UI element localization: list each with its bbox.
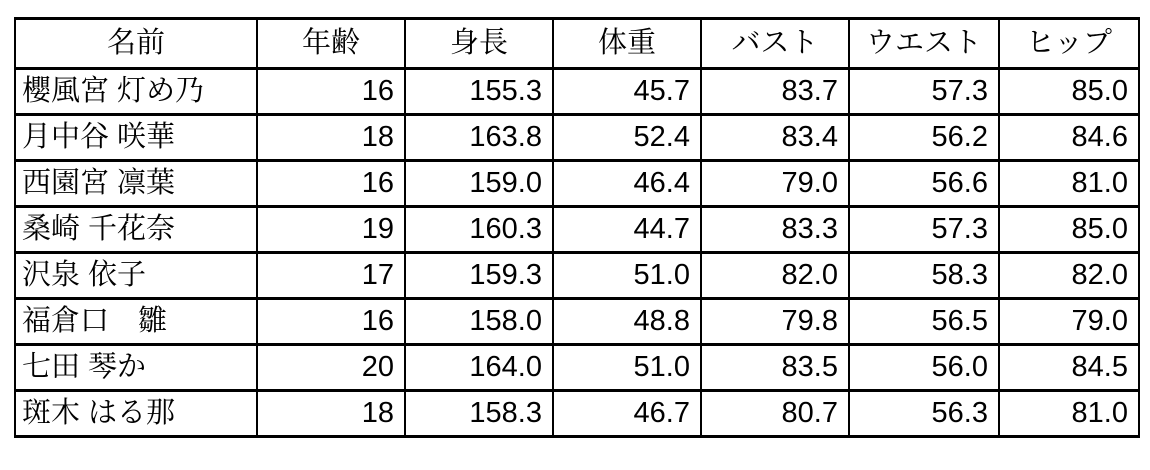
table-body: [15, 69, 1139, 437]
cell-age: 16: [257, 161, 405, 207]
column-header-waist: ウエスト: [849, 19, 999, 69]
table-row: [15, 299, 1139, 345]
cell-hip: 85.0: [999, 207, 1139, 253]
cell-bust: 80.7: [701, 391, 849, 437]
cell-waist: 58.3: [849, 253, 999, 299]
cell-height: 160.3: [405, 207, 553, 253]
cell-age: 18: [257, 115, 405, 161]
cell-name: 斑木 はる那: [15, 391, 257, 437]
cell-weight: 51.0: [553, 345, 701, 391]
table-row: [15, 207, 1139, 253]
cell-weight: 46.4: [553, 161, 701, 207]
cell-name: 桑崎 千花奈: [15, 207, 257, 253]
cell-hip: 85.0: [999, 69, 1139, 115]
cell-height: 158.3: [405, 391, 553, 437]
cell-bust: 83.7: [701, 69, 849, 115]
cell-waist: 56.6: [849, 161, 999, 207]
table-row: [15, 391, 1139, 437]
cell-age: 19: [257, 207, 405, 253]
header-row: [15, 19, 1139, 69]
cell-weight: 48.8: [553, 299, 701, 345]
cell-bust: 83.5: [701, 345, 849, 391]
cell-waist: 56.0: [849, 345, 999, 391]
cell-weight: 52.4: [553, 115, 701, 161]
cell-name: 櫻風宮 灯め乃: [15, 69, 257, 115]
table-row: [15, 345, 1139, 391]
table-row: [15, 115, 1139, 161]
table-row: [15, 161, 1139, 207]
cell-height: 163.8: [405, 115, 553, 161]
column-header-bust: バスト: [701, 19, 849, 69]
cell-bust: 82.0: [701, 253, 849, 299]
cell-hip: 79.0: [999, 299, 1139, 345]
cell-bust: 79.0: [701, 161, 849, 207]
cell-hip: 84.5: [999, 345, 1139, 391]
table-row: [15, 69, 1139, 115]
table-header: [15, 19, 1139, 69]
cell-hip: 81.0: [999, 161, 1139, 207]
column-header-name: 名前: [15, 19, 257, 69]
cell-weight: 46.7: [553, 391, 701, 437]
cell-waist: 57.3: [849, 69, 999, 115]
cell-hip: 81.0: [999, 391, 1139, 437]
cell-waist: 56.2: [849, 115, 999, 161]
cell-hip: 82.0: [999, 253, 1139, 299]
cell-weight: 51.0: [553, 253, 701, 299]
cell-waist: 56.3: [849, 391, 999, 437]
cell-height: 155.3: [405, 69, 553, 115]
cell-hip: 84.6: [999, 115, 1139, 161]
cell-weight: 45.7: [553, 69, 701, 115]
table-row: [15, 253, 1139, 299]
cell-age: 20: [257, 345, 405, 391]
cell-bust: 83.3: [701, 207, 849, 253]
cell-waist: 56.5: [849, 299, 999, 345]
cell-height: 158.0: [405, 299, 553, 345]
cell-name: 七田 琴か: [15, 345, 257, 391]
cell-age: 17: [257, 253, 405, 299]
cell-waist: 57.3: [849, 207, 999, 253]
cell-name: 福倉口 雛: [15, 299, 257, 345]
column-header-age: 年齢: [257, 19, 405, 69]
cell-bust: 83.4: [701, 115, 849, 161]
cell-age: 18: [257, 391, 405, 437]
cell-age: 16: [257, 299, 405, 345]
cell-name: 沢泉 依子: [15, 253, 257, 299]
table-container: [14, 17, 1140, 438]
cell-age: 16: [257, 69, 405, 115]
cell-weight: 44.7: [553, 207, 701, 253]
profile-table: [14, 17, 1140, 438]
cell-name: 西園宮 凛葉: [15, 161, 257, 207]
cell-height: 164.0: [405, 345, 553, 391]
column-header-weight: 体重: [553, 19, 701, 69]
cell-bust: 79.8: [701, 299, 849, 345]
cell-height: 159.0: [405, 161, 553, 207]
column-header-height: 身長: [405, 19, 553, 69]
cell-height: 159.3: [405, 253, 553, 299]
cell-name: 月中谷 咲華: [15, 115, 257, 161]
column-header-hip: ヒップ: [999, 19, 1139, 69]
